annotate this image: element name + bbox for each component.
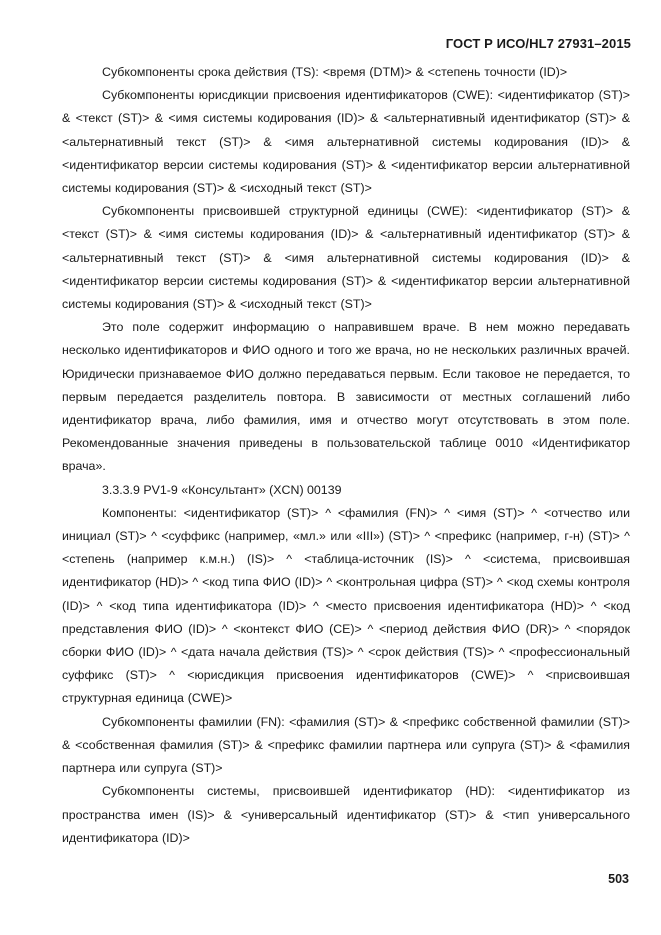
page-number: 503 [608,872,629,886]
ts-subcomponents-paragraph: Субкомпоненты срока действия (TS): <время (DTM)> & <степень точности (ID)> [102,65,568,79]
page-content [62,61,630,850]
referring-physician-description-paragraph: Это поле содержит информацию о направившем враче. В нем можно передавать несколько идентификаторов и ФИО одного и того же врача, но не нескольких различных врачей. Юридически признаваемое ФИО должно передаваться первым. Если таковое не передается, то первым передается разделитель повтора. В зависимости от местных соглашений либо идентификатор врача, либо фамилия, имя и отчество могут отсутствовать в этом поле. Рекомендованные значения приведены в пользовательской таблице 0010 «Идентификатор врача». [62,320,630,474]
section-heading: 3.3.3.9 PV1-9 «Консультант» (XCN) 00139 [102,482,342,497]
components-paragraph: Компоненты: <идентификатор (ST)> ^ <фамилия (FN)> ^ <имя (ST)> ^ <отчество или инициал (ST)> ^ <суффикс (например, «мл.» или «III») (ST)> ^ <префикс (например, г-н) (ST)> ^ <степень (например к.м.н.) (IS)> ^ <таблица-источник (IS)> ^ <система, присвоившая идентификатор (HD)> ^ <код типа ФИО (ID)> ^ <контрольная цифра (ST)> ^ <код схемы контроля (ID)> ^ <код типа идентификатора (ID)> ^ <место присвоения идентификатора (HD)> ^ <код представления ФИО (ID)> ^ <контекст ФИО (CE)> ^ <период действия ФИО (DR)> ^ <порядок сборки ФИО (ID)> ^ <дата начала действия (TS)> ^ <срок действия (TS)> ^ <профессиональный суффикс (ST)> ^ <юрисдикция присвоения идентификаторов (CWE)> ^ <присвоившая структурная единица (CWE)> [62,505,630,706]
standard-header: ГОСТ Р ИСО/HL7 27931–2015 [445,36,631,51]
assigning-authority-subcomponents-paragraph: Субкомпоненты системы, присвоившей идентификатор (HD): <идентификатор из пространства имен (IS)> & <универсальный идентификатор (ST)> & <тип универсального идентификатора (ID)> [62,784,630,845]
jurisdiction-subcomponents-paragraph: Субкомпоненты юрисдикции присвоения идентификаторов (CWE): <идентификатор (ST)> & <текст (ST)> & <имя системы кодирования (ID)> & <альтернативный идентификатор (ST)> & <альтернативный текст (ST)> & <имя альтернативной системы кодирования (ID)> & <идентификатор версии системы кодирования (ST)> & <идентификатор версии альтернативной системы кодирования (ST)> & <исходный текст (ST)> [62,88,630,196]
structural-unit-subcomponents-paragraph: Субкомпоненты присвоившей структурной единицы (CWE): <идентификатор (ST)> & <текст (ST)> & <имя системы кодирования (ID)> & <альтернативный идентификатор (ST)> & <альтернативный текст (ST)> & <имя альтернативной системы кодирования (ID)> & <идентификатор версии системы кодирования (ST)> & <идентификатор версии альтернативной системы кодирования (ST)> & <исходный текст (ST)> [62,204,630,312]
family-name-subcomponents-paragraph: Субкомпоненты фамилии (FN): <фамилия (ST)> & <префикс собственной фамилии (ST)> & <собственная фамилия (ST)> & <префикс фамилии партнера или супруга (ST)> & <фамилия партнера или супруга (ST)> [62,714,630,776]
